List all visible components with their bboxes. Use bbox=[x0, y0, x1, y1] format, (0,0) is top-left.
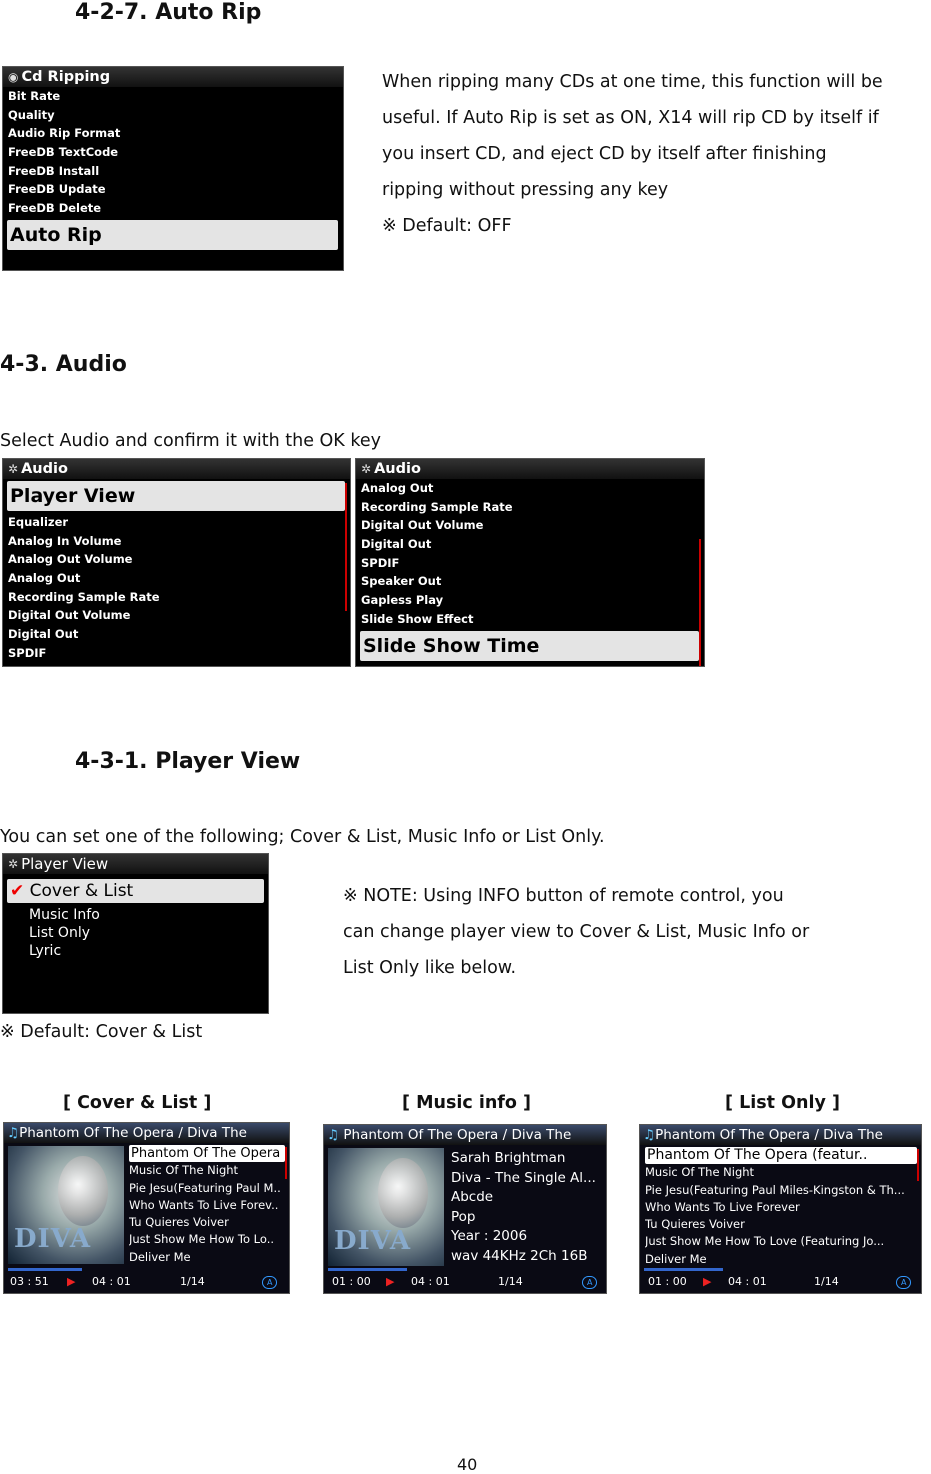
menu-item[interactable]: Speaker Out bbox=[361, 574, 442, 589]
list-item[interactable]: Pie Jesu(Featuring Paul M.. bbox=[129, 1180, 281, 1195]
music-note-icon: ♫ bbox=[327, 1127, 344, 1143]
menu-item[interactable]: Slide Show Effect bbox=[361, 611, 474, 626]
player-screen-list-only bbox=[639, 1124, 922, 1294]
menu-item[interactable]: Equalizer bbox=[8, 515, 69, 529]
music-note-icon: ♫ bbox=[7, 1125, 20, 1141]
list-item[interactable]: Deliver Me bbox=[129, 1249, 191, 1264]
elapsed-time: 01 : 00 bbox=[648, 1275, 687, 1288]
audio-menu-screen-1 bbox=[2, 458, 351, 667]
menu-item[interactable]: Analog Out bbox=[361, 481, 434, 495]
section-heading-audio: 4-3. Audio bbox=[0, 352, 127, 377]
track-counter: 1/14 bbox=[814, 1275, 839, 1288]
player-view-options bbox=[3, 906, 268, 960]
menu-item[interactable]: SPDIF bbox=[361, 555, 400, 570]
menu-title: Audio bbox=[21, 461, 68, 477]
now-playing-title: Phantom Of The Opera / Diva The bbox=[343, 1127, 572, 1143]
menu-item[interactable]: Quality bbox=[8, 107, 55, 122]
list-item[interactable]: Who Wants To Live Forev.. bbox=[129, 1197, 279, 1212]
caption-music-info: [ Music info ] bbox=[402, 1093, 532, 1113]
progress-bar[interactable] bbox=[644, 1268, 723, 1271]
player-view-note: ※ NOTE: Using INFO button of remote control, you can change player view to Cover & List, Music Info or List Only like below. bbox=[343, 886, 810, 978]
list-item[interactable]: Just Show Me How To Love (Featuring Jo... bbox=[645, 1234, 885, 1249]
format-info: wav 44KHz 2Ch 16B bbox=[451, 1247, 588, 1264]
player-footer bbox=[324, 1273, 606, 1291]
album-name: Diva - The Single Al... bbox=[451, 1169, 596, 1186]
section-heading-auto-rip: 4-2-7. Auto Rip bbox=[75, 0, 262, 25]
menu-item[interactable]: Audio Rip Format bbox=[8, 126, 121, 141]
menu-item[interactable]: List Only bbox=[29, 925, 90, 941]
menu-item[interactable]: Recording Sample Rate bbox=[361, 499, 513, 514]
menu-item-selected[interactable]: Auto Rip bbox=[7, 220, 338, 250]
cd-ripping-menu-list bbox=[3, 87, 343, 250]
repeat-icon[interactable]: A bbox=[896, 1276, 911, 1289]
menu-item[interactable]: FreeDB TextCode bbox=[8, 145, 119, 160]
now-playing-title: Phantom Of The Opera / Diva The bbox=[655, 1127, 883, 1143]
menu-item[interactable]: FreeDB Delete bbox=[8, 201, 102, 216]
menu-item[interactable]: Analog Out bbox=[8, 571, 81, 586]
total-time: 04 : 01 bbox=[92, 1275, 131, 1288]
check-icon: ✔ bbox=[10, 881, 25, 901]
album-cover-image: DIVA bbox=[328, 1148, 444, 1266]
menu-item-selected[interactable]: ✔ Cover & List bbox=[7, 879, 264, 903]
music-info-list bbox=[451, 1149, 603, 1266]
scrollbar[interactable] bbox=[345, 483, 347, 611]
play-icon[interactable]: ▶ bbox=[67, 1275, 76, 1288]
menu-item[interactable]: Music Info bbox=[29, 907, 100, 923]
menu-item[interactable]: Lyric bbox=[29, 943, 62, 959]
scrollbar[interactable] bbox=[285, 1147, 287, 1179]
track-counter: 1/14 bbox=[498, 1275, 523, 1288]
now-playing-title: Phantom Of The Opera / Diva The bbox=[19, 1125, 247, 1141]
page-number: 40 bbox=[457, 1455, 478, 1474]
auto-rip-description: When ripping many CDs at one time, this function will be useful. If Auto Rip is set as ON, X14 will rip CD by itself if you insert CD, and eject CD by itself after finishing ripping without pressing any key ※ Default: OFF bbox=[382, 72, 883, 236]
player-screen-cover-list bbox=[3, 1122, 290, 1294]
play-icon[interactable]: ▶ bbox=[703, 1275, 712, 1288]
track-list bbox=[645, 1147, 917, 1268]
player-footer bbox=[640, 1273, 921, 1291]
menu-item[interactable]: Gapless Play bbox=[361, 593, 444, 608]
caption-cover-list: [ Cover & List ] bbox=[63, 1093, 212, 1113]
progress-bar[interactable] bbox=[328, 1268, 407, 1271]
scrollbar[interactable] bbox=[917, 1149, 919, 1181]
menu-item[interactable]: FreeDB Update bbox=[8, 182, 106, 197]
progress-bar[interactable] bbox=[8, 1268, 82, 1271]
gear-icon: ✲ bbox=[8, 462, 19, 476]
menu-title: Audio bbox=[374, 461, 421, 477]
menu-item[interactable]: Analog In Volume bbox=[8, 533, 122, 548]
menu-title: Cd Ripping bbox=[21, 69, 111, 85]
track-list bbox=[129, 1145, 285, 1266]
list-item[interactable]: Phantom Of The Opera (featur.. bbox=[645, 1147, 917, 1164]
menu-item[interactable]: FreeDB Install bbox=[8, 163, 100, 178]
elapsed-time: 03 : 51 bbox=[10, 1275, 49, 1288]
repeat-icon[interactable]: A bbox=[582, 1276, 597, 1289]
section-heading-player-view: 4-3-1. Player View bbox=[75, 749, 301, 774]
menu-title: Player View bbox=[21, 855, 109, 873]
cd-ripping-menu-screen bbox=[2, 66, 344, 271]
total-time: 04 : 01 bbox=[411, 1275, 450, 1288]
menu-item[interactable]: Digital Out Volume bbox=[361, 518, 484, 533]
player-view-default: ※ Default: Cover & List bbox=[0, 1022, 203, 1042]
list-item[interactable]: Music Of The Night bbox=[645, 1165, 755, 1180]
audio-intro: Select Audio and confirm it with the OK key bbox=[0, 431, 381, 451]
caption-list-only: [ List Only ] bbox=[725, 1093, 840, 1113]
gear-icon: ✲ bbox=[361, 462, 372, 476]
player-view-menu-screen bbox=[2, 853, 269, 1014]
list-item[interactable]: Phantom Of The Opera bbox=[129, 1145, 285, 1162]
composer: Abcde bbox=[451, 1189, 494, 1205]
menu-item[interactable]: Digital Out bbox=[361, 537, 432, 552]
list-item[interactable]: Tu Quieres Voiver bbox=[129, 1215, 229, 1230]
album-cover-image: DIVA bbox=[8, 1146, 124, 1264]
player-view-intro: You can set one of the following; Cover & List, Music Info or List Only. bbox=[0, 827, 605, 847]
list-item[interactable]: Music Of The Night bbox=[129, 1163, 239, 1178]
repeat-icon[interactable]: A bbox=[262, 1276, 277, 1289]
menu-item[interactable]: Analog Out Volume bbox=[8, 552, 133, 567]
player-footer bbox=[4, 1273, 289, 1291]
gear-icon: ✲ bbox=[8, 857, 19, 871]
menu-item-selected[interactable]: Slide Show Time bbox=[360, 631, 699, 661]
list-item[interactable]: Deliver Me bbox=[645, 1251, 707, 1266]
menu-item-selected[interactable]: Player View bbox=[7, 481, 345, 511]
list-item[interactable]: Just Show Me How To Lo.. bbox=[129, 1232, 275, 1247]
list-item[interactable]: Tu Quieres Voiver bbox=[645, 1217, 745, 1232]
track-counter: 1/14 bbox=[180, 1275, 205, 1288]
elapsed-time: 01 : 00 bbox=[332, 1275, 371, 1288]
genre: Pop bbox=[451, 1208, 476, 1225]
menu-item[interactable]: Digital Out Volume bbox=[8, 608, 131, 623]
menu-item[interactable]: SPDIF bbox=[8, 645, 47, 660]
audio-menu-screen-2 bbox=[355, 458, 705, 667]
menu-item[interactable]: Bit Rate bbox=[8, 89, 61, 103]
scrollbar[interactable] bbox=[699, 539, 701, 667]
music-note-icon: ♫ bbox=[643, 1127, 656, 1143]
artist-name: Sarah Brightman bbox=[451, 1150, 566, 1166]
menu-item[interactable]: Digital Out bbox=[8, 627, 79, 642]
list-item[interactable]: Pie Jesu(Featuring Paul Miles-Kingston & Th... bbox=[645, 1182, 905, 1197]
year: Year : 2006 bbox=[451, 1228, 528, 1244]
total-time: 04 : 01 bbox=[728, 1275, 767, 1288]
play-icon[interactable]: ▶ bbox=[386, 1275, 395, 1288]
cd-icon: ◉ bbox=[8, 70, 19, 84]
player-screen-music-info bbox=[323, 1124, 607, 1294]
list-item[interactable]: Who Wants To Live Forever bbox=[645, 1199, 800, 1214]
menu-item[interactable]: Recording Sample Rate bbox=[8, 589, 160, 604]
